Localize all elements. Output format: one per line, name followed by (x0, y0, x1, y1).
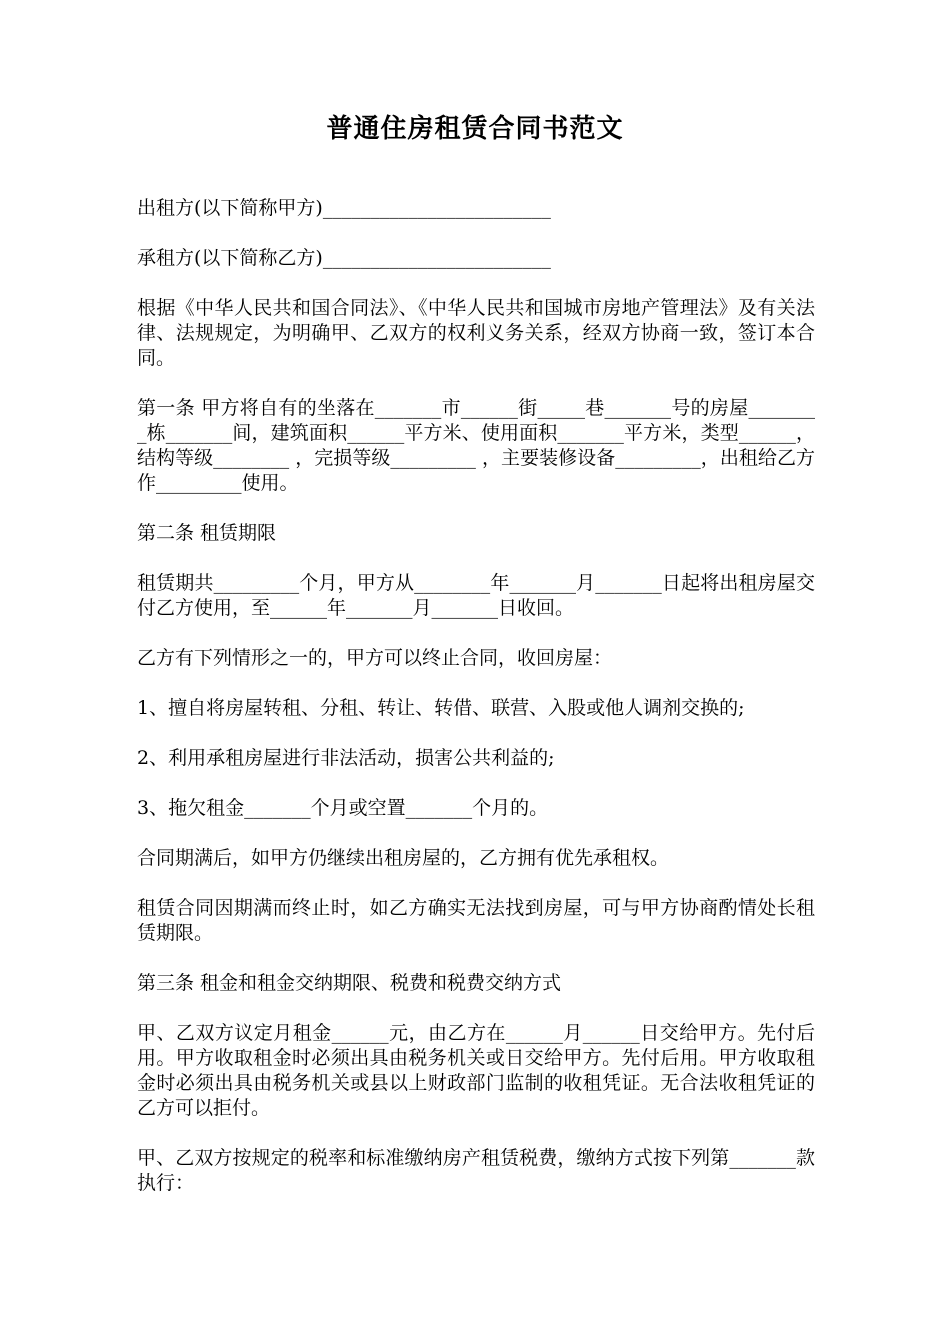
paragraph-termination-conditions: 乙方有下列情形之一的，甲方可以终止合同，收回房屋： (137, 647, 613, 669)
paragraph-extension: 租赁合同因期满而终止时，如乙方确实无法找到房屋，可与甲方协商酌情处长租赁期限。 (137, 897, 815, 944)
paragraph-lessor: 出租方(以下简称甲方)________________________ (137, 197, 551, 219)
paragraph-lease-term: 租赁期共_________个月，甲方从________年_______月_______日起将出租房屋交付乙方使用，至______年_______月_______日收回。 (137, 572, 815, 619)
document-title: 普通住房租赁合同书范文 (326, 114, 624, 144)
heading-article-2: 第二条 租赁期限 (137, 522, 277, 544)
list-item-1: 1、擅自将房屋转租、分租、转让、转借、联营、入股或他人调剂交换的; (137, 697, 745, 719)
paragraph-preamble: 根据《中华人民共和国合同法》、《中华人民共和国城市房地产管理法》及有关法律、法规规定，为明确甲、乙双方的权利义务关系，经双方协商一致，签订本合同。 (137, 297, 815, 369)
paragraph-rent-payment: 甲、乙双方议定月租金______元，由乙方在______月______日交给甲方。先付后用。甲方收取租金时必须出具由税务机关或日交给甲方。先付后用。甲方收取租金时必须出具由税务机关或县以上财政部门监制的收租凭证。无合法收租凭证的乙方可以拒付。 (137, 1022, 815, 1119)
paragraph-tax-payment: 甲、乙双方按规定的税率和标准缴纳房产租赁税费，缴纳方式按下列第_______款执行： (137, 1147, 815, 1194)
document-body (137, 196, 815, 1221)
list-item-2: 2、利用承租房屋进行非法活动，损害公共利益的; (137, 747, 555, 769)
list-item-3: 3、拖欠租金_______个月或空置_______个月的。 (137, 797, 549, 819)
paragraph-lessee: 承租方(以下简称乙方)________________________ (137, 247, 551, 269)
heading-article-3: 第三条 租金和租金交纳期限、税费和税费交纳方式 (137, 972, 562, 994)
paragraph-article-1: 第一条 甲方将自有的坐落在_______市______街_____巷_______号的房屋________栋_______间，建筑面积______平方米、使用面积_______平方米，类型______，结构等级________ ，完损等级_________ ，主要装修设备_________，出租给乙方作_________使用。 (137, 397, 815, 494)
paragraph-renewal-priority: 合同期满后，如甲方仍继续出租房屋的，乙方拥有优先承租权。 (137, 847, 670, 869)
